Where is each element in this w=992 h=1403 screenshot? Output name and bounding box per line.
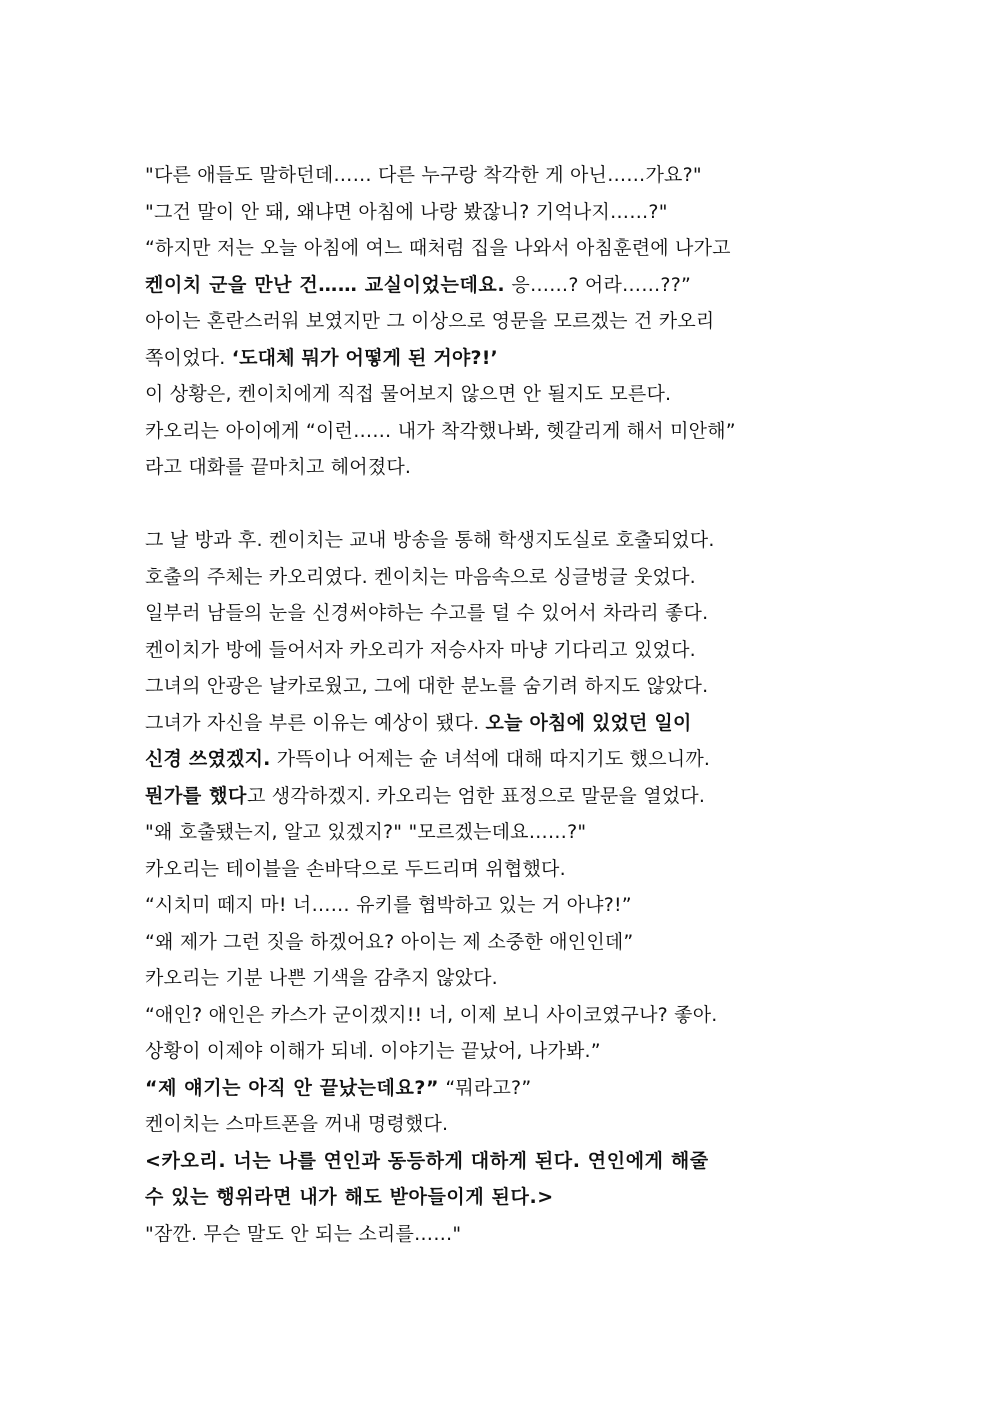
body-text bbox=[145, 157, 860, 1252]
paragraph-line bbox=[145, 1179, 860, 1216]
paragraph-line: “시치미 떼지 마! 너…… 유키를 협박하고 있는 거 아냐?!” bbox=[145, 894, 632, 916]
command-text: 수 있는 행위라면 내가 해도 받아들이게 된다.> bbox=[145, 1186, 554, 1208]
paragraph-line: "그건 말이 안 돼, 왜냐면 아침에 나랑 봤잖니? 기억나지……?" bbox=[145, 200, 668, 223]
paragraph-line: "다른 애들도 말하던데…… 다른 누구랑 착각한 게 아닌……가요?" bbox=[145, 164, 702, 186]
paragraph-line: 그녀의 안광은 날카로웠고, 그에 대한 분노를 숨기려 하지도 않았다. bbox=[145, 675, 709, 697]
paragraph-line: 아이는 혼란스러워 보였지만 그 이상으로 영문을 모르겠는 건 카오리 bbox=[145, 310, 715, 332]
emphasis-text: 오늘 아침에 있었던 일이 bbox=[485, 711, 692, 734]
emphasis-text: “제 얘기는 아직 안 끝났는데요?” bbox=[145, 1076, 440, 1099]
paragraph-line: 뭔가를 했다고 생각하겠지. 카오리는 엄한 표정으로 말문을 열었다. bbox=[145, 784, 706, 807]
paragraph-line: “하지만 저는 오늘 아침에 여느 때처럼 집을 나와서 아침훈련에 나가고 bbox=[145, 237, 731, 259]
paragraph-line: 그녀가 자신을 부른 이유는 예상이 됐다. 오늘 아침에 있었던 일이 bbox=[145, 711, 692, 734]
paragraph-line: 상황이 이제야 이해가 되네. 이야기는 끝났어, 나가봐.” bbox=[145, 1040, 601, 1062]
emphasis-text: 뭔가를 했다 bbox=[145, 784, 247, 807]
paragraph-line: 쪽이었다. ‘도대체 뭐가 어떻게 된 거야?!’ bbox=[145, 346, 498, 369]
paragraph-line: “왜 제가 그런 짓을 하겠어요? 아이는 제 소중한 애인인데” bbox=[145, 930, 634, 953]
paragraph-line bbox=[145, 1143, 860, 1180]
paragraph-line: "잠깐. 무슨 말도 안 되는 소리를……" bbox=[145, 1222, 462, 1245]
paragraph-line: 신경 쓰였겠지. 가뜩이나 어제는 슌 녀석에 대해 따지기도 했으니까. bbox=[145, 748, 711, 770]
paragraph-line: 라고 대화를 끝마치고 헤어졌다. bbox=[145, 456, 412, 478]
paragraph-line: 그 날 방과 후. 켄이치는 교내 방송을 통해 학생지도실로 호출되었다. bbox=[145, 529, 715, 551]
paragraph-line: “제 얘기는 아직 안 끝났는데요?” “뭐라고?” bbox=[145, 1076, 532, 1099]
paragraph-line: 켄이치 군을 만난 건…… 교실이었는데요. 응……? 어라……??” bbox=[145, 273, 692, 296]
blank-line bbox=[145, 486, 860, 523]
paragraph-line: 카오리는 기분 나쁜 기색을 감추지 않았다. bbox=[145, 967, 498, 989]
command-text: <카오리. 너는 나를 연인과 동등하게 대하게 된다. 연인에게 해줄 bbox=[145, 1149, 709, 1172]
paragraph-line: 이 상황은, 켄이치에게 직접 물어보지 않으면 안 될지도 모른다. bbox=[145, 383, 672, 405]
emphasis-text: 켄이치 군을 만난 건…… 교실이었는데요. bbox=[145, 273, 506, 296]
paragraph-line: 호출의 주체는 카오리였다. 켄이치는 마음속으로 싱글벙글 웃었다. bbox=[145, 565, 696, 588]
emphasis-text: 신경 쓰였겠지. bbox=[145, 748, 271, 770]
paragraph-line: “애인? 애인은 카스가 군이겠지!! 너, 이제 보니 사이코였구나? 좋아. bbox=[145, 1003, 718, 1026]
paragraph-line: 일부러 남들의 눈을 신경써야하는 수고를 덜 수 있어서 차라리 좋다. bbox=[145, 602, 709, 624]
paragraph-line: 켄이치가 방에 들어서자 카오리가 저승사자 마냥 기다리고 있었다. bbox=[145, 638, 696, 661]
paragraph-line: 카오리는 테이블을 손바닥으로 두드리며 위협했다. bbox=[145, 857, 566, 880]
paragraph-line: 카오리는 아이에게 “이런…… 내가 착각했나봐, 헷갈리게 해서 미안해” bbox=[145, 419, 736, 442]
emphasis-text: ‘도대체 뭐가 어떻게 된 거야?!’ bbox=[231, 346, 498, 369]
paragraph-line: "왜 호출됐는지, 알고 있겠지?" "모르겠는데요……?" bbox=[145, 821, 587, 843]
paragraph-line: 켄이치는 스마트폰을 꺼내 명령했다. bbox=[145, 1113, 449, 1135]
